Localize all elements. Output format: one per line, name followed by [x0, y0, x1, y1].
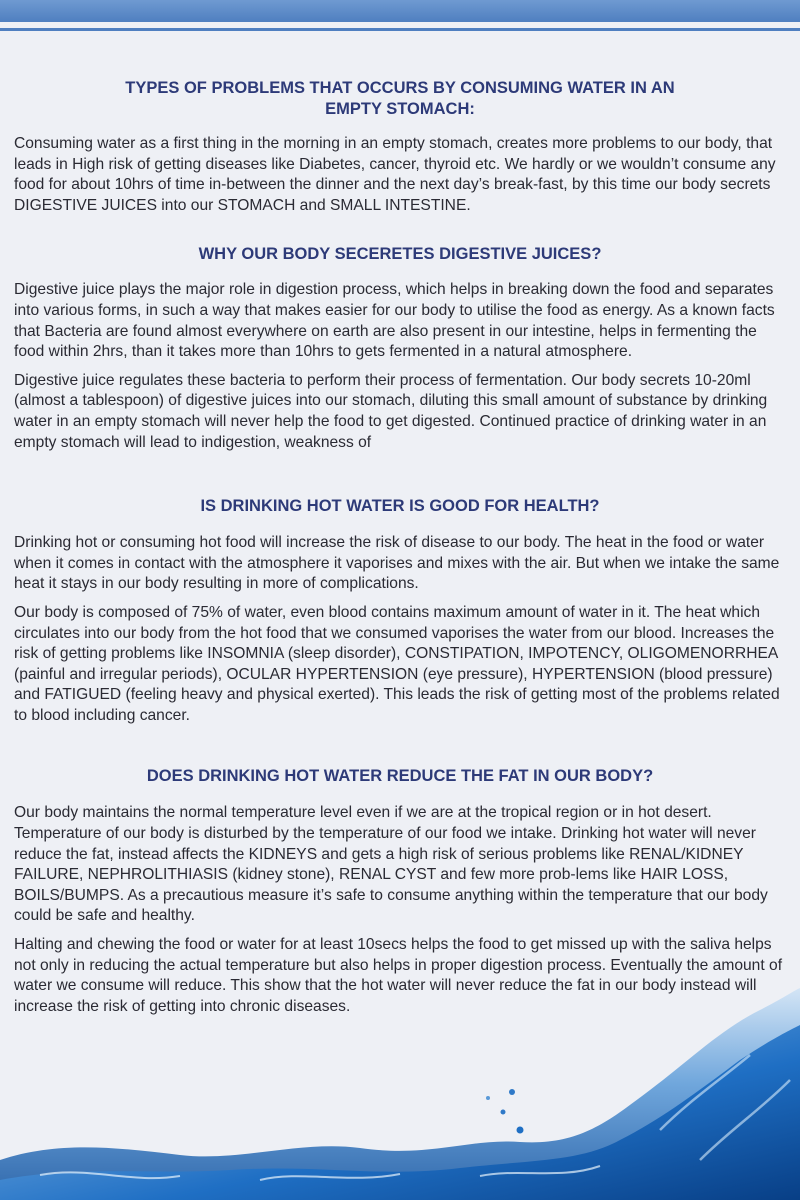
paragraph: Digestive juice regulates these bacteria to perform their process of fermentation. Our body secrets 10-20ml (almost a tablespoon) of digestive juices into our stomach, diluting this small amount of substance by drinking water in an empty stomach will never help the food to get digested. Continued practice of drinking water in an empty stomach will lead to indigestion, weakness of: [14, 371, 768, 451]
paragraph: Digestive juice plays the major role in digestion process, which helps in breaking down the food and separates into various forms, in such a way that makes easier for our body to utilise the food as energy. As a known facts that Bacteria are found almost everywhere on earth are also present in our intestine, helps in fermenting the food within 2hrs, than it takes more than 10hrs to gets fermented in a natural atmosphere.: [14, 281, 775, 361]
paragraph: Drinking hot or consuming hot food will increase the risk of disease to our body. The heat in the food or water when it comes in contact with the atmosphere it vaporises and mixes with the air. But when we intake the same heat it stays in our body resulting in more of complications.: [14, 534, 780, 593]
header-rule: [0, 28, 800, 31]
section-heading: IS DRINKING HOT WATER IS GOOD FOR HEALTH?: [200, 497, 600, 516]
section-heading: WHY OUR BODY SECERETES DIGESTIVE JUICES?: [198, 245, 602, 264]
header-band: [0, 0, 800, 22]
paragraph: Halting and chewing the food or water for at least 10secs helps the food to get missed up with the saliva helps not only in reducing the actual temperature but also helps in proper digestion process. Eventually the amount of water we consume will reduce. This show that the hot water will never reduce the fat in our body instead will increase the risk of getting into chronic diseases.: [14, 936, 783, 1015]
paragraph: Our body maintains the normal temperature level even if we are at the tropical region or in hot desert. Temperature of our body is disturbed by the temperature of our food we intake. Drinking hot water will never reduce the fat, instead affects the KIDNEYS and gets a high risk of serious problems like RENAL/KIDNEY FAILURE, NEPHROLITHIASIS (kidney stone), RENAL CYST and few more prob-lems like HAIR LOSS, BOILS/BUMPS. As a precautious measure it’s safe to consume anything within the temperature that our body could be safe and healthy.: [14, 804, 768, 925]
document-body: [14, 78, 786, 1017]
paragraph: Consuming water as a first thing in the morning in an empty stomach, creates more problems to our body, that leads in High risk of getting diseases like Diabetes, cancer, thyroid etc. We hardly or we wouldn’t consume any food for about 10hrs of time in-between the dinner and the next day’s break-fast, by this time our body secrets DIGESTIVE JUICES into our STOMACH and SMALL INTESTINE.: [14, 135, 776, 214]
section-heading: DOES DRINKING HOT WATER REDUCE THE FAT IN OUR BODY?: [146, 767, 654, 786]
paragraph: Our body is composed of 75% of water, even blood contains maximum amount of water in it. The heat which circulates into our body from the hot food that we consumed vaporises the water from our blood. Increases the risk of getting problems like INSOMNIA (sleep disorder), CONSTIPATION, IMPOTENCY, OLIGOMENORRHEA (painful and irregular periods), OCULAR HYPERTENSION (eye pressure), HYPERTENSION (blood pressure) and FATIGUED (feeling heavy and physical exerted). This leads the risk of getting most of the problems related to blood including cancer.: [14, 603, 780, 724]
water-splash-image: [0, 970, 800, 1200]
section-heading: TYPES OF PROBLEMS THAT OCCURS BY CONSUMING WATER IN AN EMPTY STOMACH:: [125, 79, 675, 118]
